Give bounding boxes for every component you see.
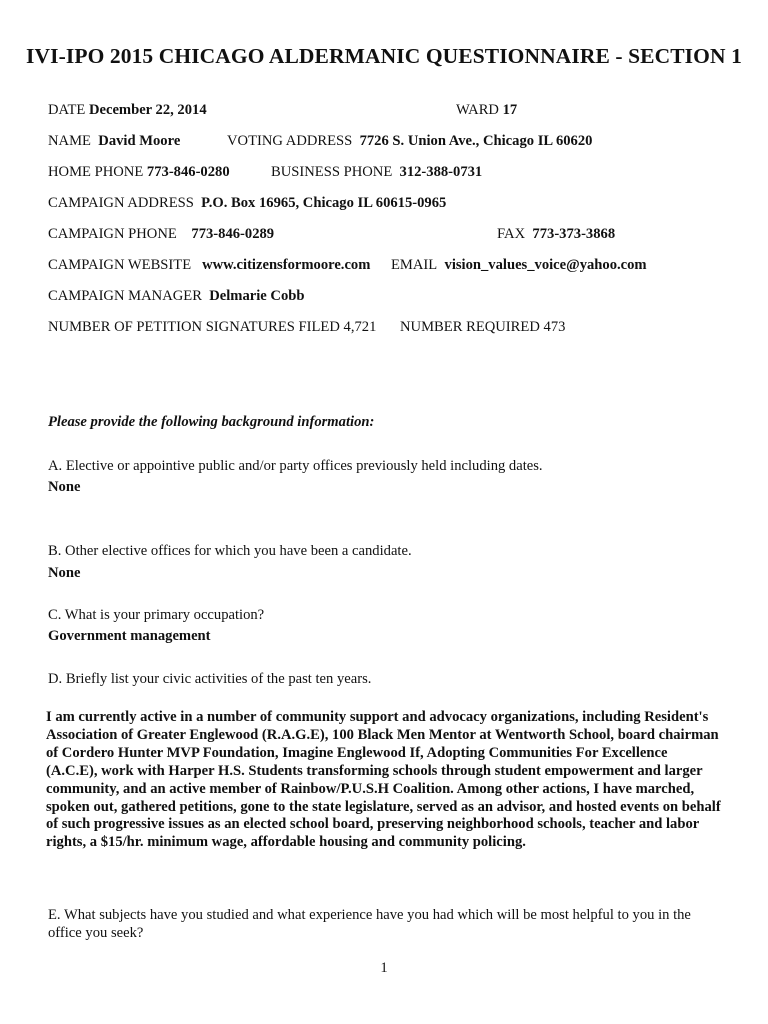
manager-label: CAMPAIGN MANAGER (48, 288, 202, 304)
business-phone-row (271, 163, 482, 181)
required-row (400, 318, 565, 336)
business-phone-label: BUSINESS PHONE (271, 164, 393, 180)
page-number: 1 (380, 960, 388, 976)
email-row (391, 256, 647, 274)
home-phone-label: HOME PHONE (48, 164, 144, 180)
name-value: David Moore (98, 133, 181, 149)
voting-address-label: VOTING ADDRESS (227, 133, 353, 149)
date-value: December 22, 2014 (88, 102, 207, 118)
email-label: EMAIL (391, 257, 438, 273)
campaign-address-value: P.O. Box 16965, Chicago IL 60615-0965 (201, 195, 447, 211)
question-b: B. Other elective offices for which you have been a candidate. (48, 543, 412, 559)
website-row (48, 256, 370, 274)
required-label: NUMBER REQUIRED (400, 319, 540, 335)
answer-d: I am currently active in a number of community support and advocacy organizations, including Resident's Association of Greater Englewood (R.A.G.E), 100 Black Men Mentor at Wentworth School, board chairman of Cordero Hunter MVP Foundation, Imagine Englewood If, Adopting Communities For Excellence (A.C.E), work with Harper H.S. Students transforming schools through student empowerment and larger community, and an active member of Rainbow/P.U.S.H Coalition. Among other actions, I have marched, spoken out, gathered petitions, gone to the state legislature, served as an advisor, and hosted events on behalf of such progressive issues as an elected school board, preserving neighborhood schools, teacher and labor rights, a $15/hr. minimum wage, affordable housing and community policing. (46, 709, 721, 851)
signatures-label: NUMBER OF PETITION SIGNATURES FILED (48, 319, 340, 335)
answer-b: None (48, 565, 81, 581)
question-a: A. Elective or appointive public and/or party offices previously held including dates. (48, 458, 543, 474)
website-label: CAMPAIGN WEBSITE (48, 257, 192, 273)
campaign-phone-value: 773-846-0289 (191, 226, 275, 242)
manager-row (48, 287, 305, 305)
fax-label: FAX (497, 226, 526, 242)
email-value: vision_values_voice@yahoo.com (444, 257, 647, 273)
home-phone-row (48, 163, 230, 181)
signatures-row (48, 318, 376, 336)
manager-value: Delmarie Cobb (209, 288, 305, 304)
campaign-phone-row (48, 225, 274, 243)
campaign-address-label: CAMPAIGN ADDRESS (48, 195, 194, 211)
ward-label: WARD (456, 102, 499, 118)
fax-row (497, 225, 615, 243)
question-e-line-1: E. What subjects have you studied and what experience have you had which will be most helpful to you in the (48, 907, 691, 923)
page-title: IVI-IPO 2015 CHICAGO ALDERMANIC QUESTIONNAIRE - SECTION 1 (26, 44, 742, 68)
ward-row (456, 101, 517, 119)
home-phone-value: 773-846-0280 (146, 164, 230, 180)
name-row (48, 132, 180, 150)
date-label: DATE (48, 102, 86, 118)
voting-address-row (227, 132, 592, 150)
signatures-value: 4,721 (343, 319, 377, 335)
date-row (48, 101, 207, 119)
business-phone-value: 312-388-0731 (399, 164, 483, 180)
question-d: D. Briefly list your civic activities of the past ten years. (48, 671, 372, 687)
answer-a: None (48, 479, 81, 495)
ward-value: 17 (502, 102, 518, 118)
voting-address-value: 7726 S. Union Ave., Chicago IL 60620 (359, 133, 593, 149)
background-heading: Please provide the following background information: (48, 414, 375, 430)
campaign-address-row (48, 194, 446, 212)
question-e-line-2: office you seek? (48, 925, 144, 941)
answer-c: Government management (48, 628, 211, 644)
fax-value: 773-373-3868 (532, 226, 616, 242)
required-value: 473 (543, 319, 566, 335)
campaign-phone-label: CAMPAIGN PHONE (48, 226, 177, 242)
question-c: C. What is your primary occupation? (48, 607, 265, 623)
name-label: NAME (48, 133, 91, 149)
website-value: www.citizensformoore.com (202, 257, 371, 273)
